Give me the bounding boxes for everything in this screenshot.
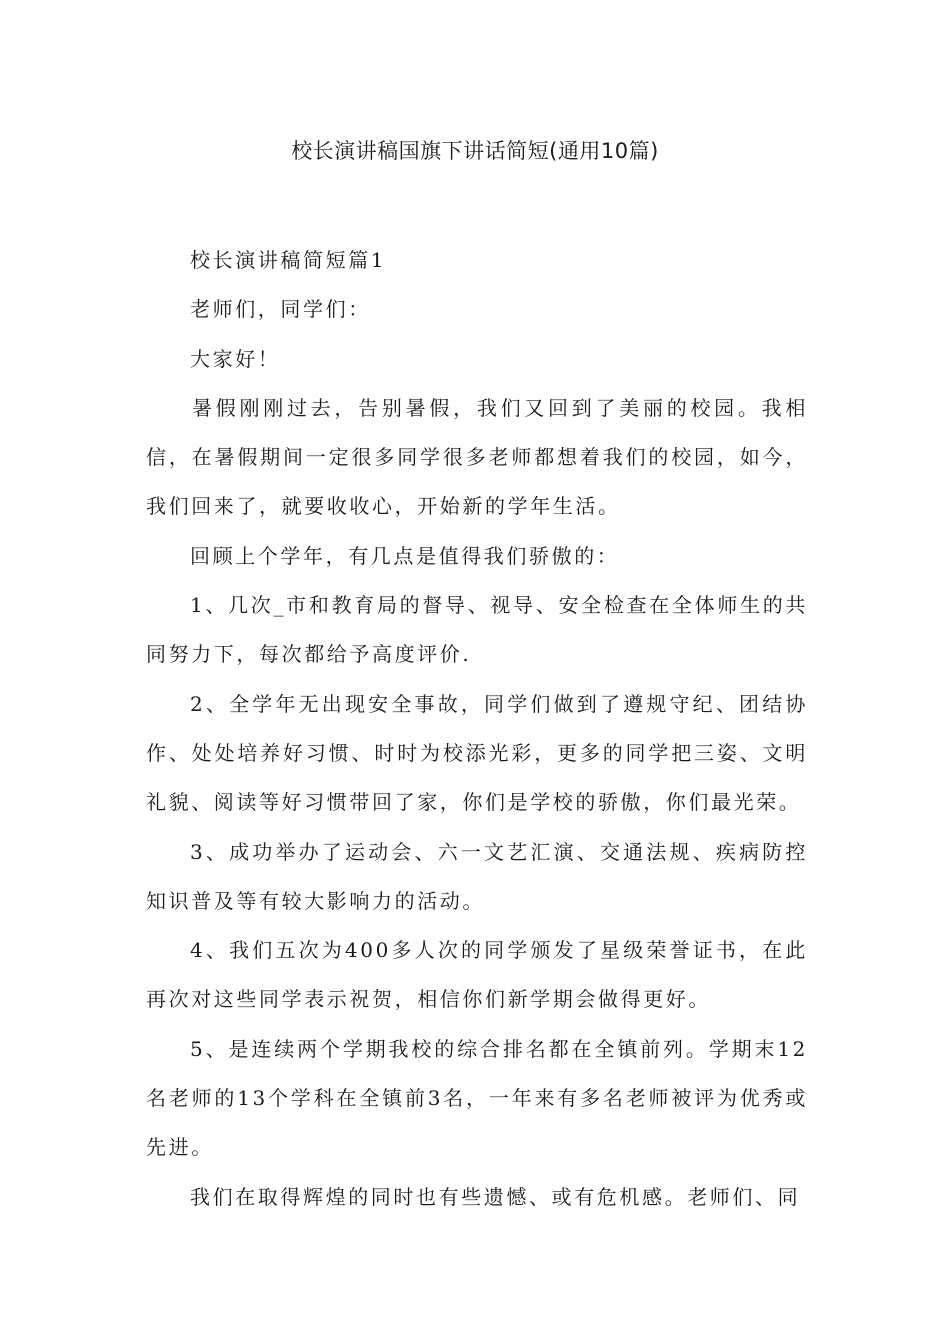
list-item: 2、全学年无出现安全事故，同学们做到了遵规守纪、团结协作、处处培养好习惯、时时为校添光彩，更多的同学把三姿、文明礼貌、阅读等好习惯带回了家，你们是学校的骄傲，你们最光荣。 [146,691,808,815]
list-item: 1、几次_市和教育局的督导、视导、安全检查在全体师生的共同努力下，每次都给予高度评价. [146,593,808,667]
list-item: 4、我们五次为400多人次的同学颁发了星级荣誉证书，在此再次对这些同学表示祝贺，相信你们新学期会做得更好。 [146,938,808,1012]
document-body [146,236,808,1222]
paragraph: 回顾上个学年，有几点是值得我们骄傲的： [190,543,620,568]
list-item: 5、是连续两个学期我校的综合排名都在全镇前列。学期末12名老师的13个学科在全镇前3名，一年来有多名老师被评为优秀或先进。 [146,1036,808,1160]
salutation: 老师们，同学们： [190,297,371,322]
list-item: 3、成功举办了运动会、六一文艺汇演、交通法规、疾病防控知识普及等有较大影响力的活动。 [146,839,808,913]
greeting: 大家好！ [190,346,281,371]
paragraph: 我们在取得辉煌的同时也有些遗憾、或有危机感。老师们、同 [190,1184,801,1209]
section-heading: 校长演讲稿简短篇1 [190,248,387,272]
document-title: 校长演讲稿国旗下讲话简短(通用10篇) [291,139,659,163]
paragraph: 暑假刚刚过去，告别暑假，我们又回到了美丽的校园。我相信，在暑假期间一定很多同学很多老师都想着我们的校园，如今，我们回来了，就要收收心，开始新的学年生活。 [146,395,808,519]
